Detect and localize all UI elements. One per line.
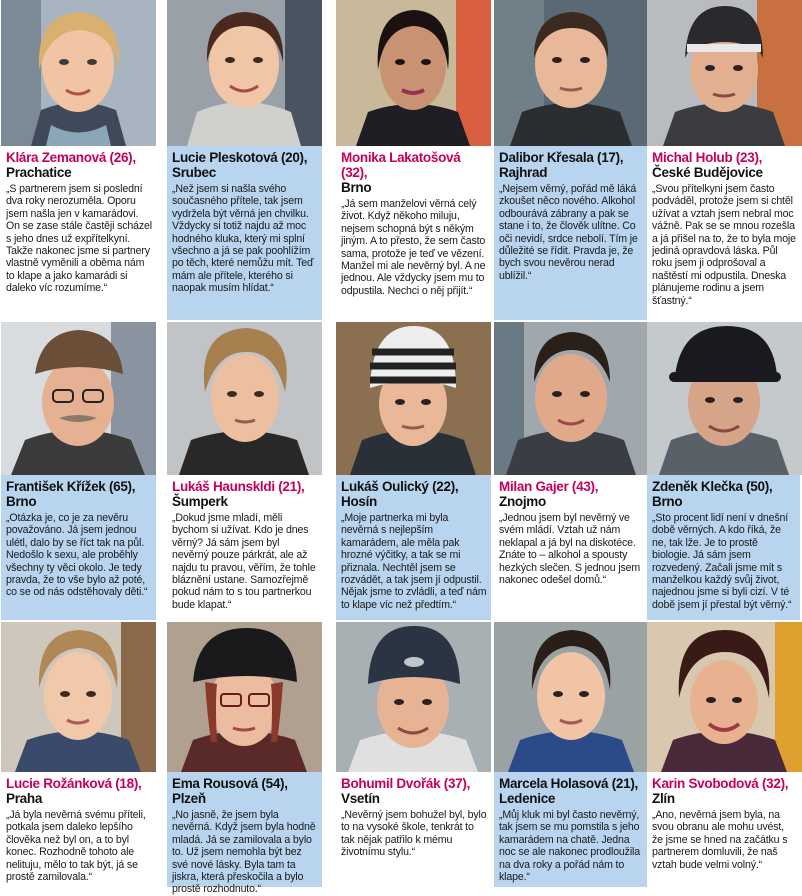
portrait-photo <box>494 322 649 475</box>
person-name: Lukáš Haunskldi (21), <box>172 479 305 494</box>
caption <box>494 475 649 620</box>
portrait-photo <box>494 622 649 772</box>
caption <box>647 475 800 620</box>
caption <box>494 772 649 887</box>
caption <box>336 772 491 887</box>
portrait-photo <box>336 622 491 772</box>
portrait-photo <box>167 322 322 475</box>
person-quote: „Můj kluk mi byl často nevěrný, tak jsem se mu pomstila s jeho kamarádem na chatě. Jedna noc se ale nakonec prodloužila na dva roky a pořád nám to klape.“ <box>499 809 640 884</box>
person-city: Vsetín <box>341 791 380 806</box>
person-card <box>647 0 800 320</box>
person-quote: „Já byla nevěrná svému příteli, potkala jsem daleko lepšího člověka než byl on, a to byl konec. Rozhodně tohoto ale nelituju, mělo to tak být, já se prostě zamilovala.“ <box>6 809 146 884</box>
person-card <box>167 622 322 896</box>
person-name: Dalibor Křesala (17), <box>499 150 624 165</box>
person-card <box>336 622 491 887</box>
person-card <box>494 0 649 320</box>
caption <box>167 146 322 320</box>
person-city: Praha <box>6 791 43 806</box>
person-card <box>336 322 491 620</box>
portrait-photo <box>647 322 802 475</box>
person-card <box>1 0 156 320</box>
caption <box>336 146 491 320</box>
person-quote: „Jednou jsem byl nevěrný ve svém mládí. Vztah už nám neklapal a já byl na diskotéce. Znáte to – alkohol a spousty hezkých slečen. S jednou jsem nakonec odešel domů.“ <box>499 512 641 587</box>
person-city: Rajhrad <box>499 165 548 180</box>
person-quote: „S partnerem jsem si poslední dva roky nerozuměla. Oporu jsem našla jen v kamarádovi. On se zase stále častěji scházel s jeho dnes už expřítelkyní. Takže nakonec jsme si partnery vlastně vyměnili a oběma nám to klape a jako kamarádi si daleko víc rozumíme.“ <box>6 183 152 295</box>
person-name: Lucie Pleskotová (20), <box>172 150 308 165</box>
person-name: Lukáš Oulický (22), <box>341 479 459 494</box>
person-city: Zlín <box>652 791 675 806</box>
person-name: Milan Gajer (43), <box>499 479 599 494</box>
person-name: Monika Lakatošová (32), <box>341 150 461 180</box>
portrait-photo <box>1 322 156 475</box>
person-name: František Křížek (65), <box>6 479 136 494</box>
portrait-photo <box>167 0 322 146</box>
person-quote: „No jasně, že jsem byla nevěrná. Když jsem byla hodně mladá. Já se zamilovala a bylo to. Už jsem nemohla být bez své nové lásky. Byla tam ta jiskra, která přeskočila a bylo prostě rozhodnuto.“ <box>172 809 316 896</box>
person-card <box>336 0 491 320</box>
person-quote: „Moje partnerka mi byla nevěrná s nejlepším kamarádem, ale měla pak hrozné výčitky, a tak se mi přiznala. Nechtěl jsem se rozvádět, a tak jsem jí odpustil. Nějak jsme to zvládli, a teď nám to klape víc než předtím.“ <box>341 512 487 611</box>
person-quote: „Otázka je, co je za nevěru považováno. Já jsem jednou ulétl, dalo by se říct tak na půl. Nedošlo k sexu, ale proběhly všechny ty věci okolo. Je tedy pravda, že to vše bylo až poté, co se od nás odstěhovaly děti.“ <box>6 512 148 599</box>
caption <box>167 475 322 620</box>
caption <box>647 146 800 320</box>
person-name: Bohumil Dvořák (37), <box>341 776 471 791</box>
person-city: Brno <box>6 494 37 509</box>
person-quote: „Já sem manželovi věrná celý život. Když někoho miluju, nejsem schopná být s někým jiným. A to přesto, že sem často sama, protože je teď ve vězení. Manžel mi ale nevěrný byl. A ne jednou. Ale vždycky jsem mu to odpustila. Nechci o něj přijít.“ <box>341 198 486 297</box>
person-card <box>647 622 800 887</box>
caption <box>1 475 156 620</box>
person-city: Brno <box>652 494 683 509</box>
person-card <box>167 322 322 620</box>
person-card <box>167 0 322 320</box>
portrait-photo <box>647 0 802 146</box>
person-city: České Budějovice <box>652 165 763 180</box>
person-quote: „Dokud jsme mladí, měli bychom si užívat. Kdo je dnes věrný? Já sám jsem byl nevěrný pouze párkrát, ale až najdu tu pravou, věřím, že tohle bláznění ustane. Samozřejmě pokud nám to s tou partnerkou bude klapat.“ <box>172 512 316 611</box>
person-card <box>1 322 156 620</box>
caption <box>167 772 322 896</box>
portrait-photo <box>167 622 322 772</box>
person-city: Brno <box>341 180 372 195</box>
person-name: Karin Svobodová (32), <box>652 776 789 791</box>
portrait-photo <box>336 322 491 475</box>
person-city: Šumperk <box>172 494 228 509</box>
person-city: Ledenice <box>499 791 556 806</box>
portrait-photo <box>1 0 156 146</box>
person-name: Zdeněk Klečka (50), <box>652 479 773 494</box>
person-card <box>494 622 649 887</box>
person-quote: „Než jsem si našla svého současného přítele, tak jsem vydržela být věrná jen chvilku. Vždycky si totiž najdu až moc hodného kluka, který mi splní všechno a já se pak poohlížím po těch, které nemůžu mít. Teď mám ale přítele, kterého si naopak musím hlídat.“ <box>172 183 314 295</box>
portrait-photo <box>1 622 156 772</box>
caption <box>1 146 156 320</box>
person-quote: „Svou přítelkyni jsem často podváděl, protože jsem si chtěl užívat a vztah jsem nebral moc vážně. Pak se se mnou rozešla a já přišel na to, že to byla moje jediná opravdová láska. Půl roku jsem ji odprošoval a naštěstí mi odpustila. Dneska plánujeme rodinu a jsem šťastný.“ <box>652 183 796 307</box>
person-card <box>494 322 649 620</box>
portrait-photo <box>336 0 491 146</box>
caption <box>1 772 156 887</box>
caption <box>494 146 649 320</box>
person-quote: „Ano, nevěrná jsem byla, na svou obranu ale mohu uvést, že jsme se hned na začátku s partnerem domluvili, že naš vztah bude velmi volný.“ <box>652 809 788 871</box>
person-quote: „Nejsem věrný, pořád mě láká zkoušet něco nového. Alkohol odbourává zábrany a pak se stane i to, že člověk ulítne. Co oči nevidí, srdce nebolí. Tím je důležité se řídit. Pravda je, že bych svou nevěrou nerad ublížil.“ <box>499 183 638 282</box>
person-city: Prachatice <box>6 165 72 180</box>
person-name: Lucie Rožánková (18), <box>6 776 142 791</box>
person-city: Znojmo <box>499 494 546 509</box>
caption <box>647 772 800 887</box>
person-card <box>647 322 800 620</box>
person-city: Srubec <box>172 165 216 180</box>
person-name: Marcela Holasová (21), <box>499 776 638 791</box>
person-card <box>1 622 156 887</box>
person-name: Klára Zemanová (26), <box>6 150 136 165</box>
person-city: Hosín <box>341 494 378 509</box>
person-quote: „Nevěrný jsem bohužel byl, bylo to na vysoké škole, tenkrát to tak nějak patřilo k mému životnímu stylu.“ <box>341 809 487 859</box>
person-quote: „Sto procent lidí není v dnešní době věrných. A kdo říká, že ne, tak lže. Je to prostě biologie. Já sám jsem rozvedený. Začali jsme mít s manželkou každý svůj život, najednou jsme si byli cizí. V té době jsem jí přestal být věrný.“ <box>652 512 792 611</box>
caption <box>336 475 491 620</box>
portrait-photo <box>647 622 802 772</box>
person-name: Ema Rousová (54), Plzeň <box>172 776 288 806</box>
portrait-photo <box>494 0 649 146</box>
person-name: Michal Holub (23), <box>652 150 763 165</box>
